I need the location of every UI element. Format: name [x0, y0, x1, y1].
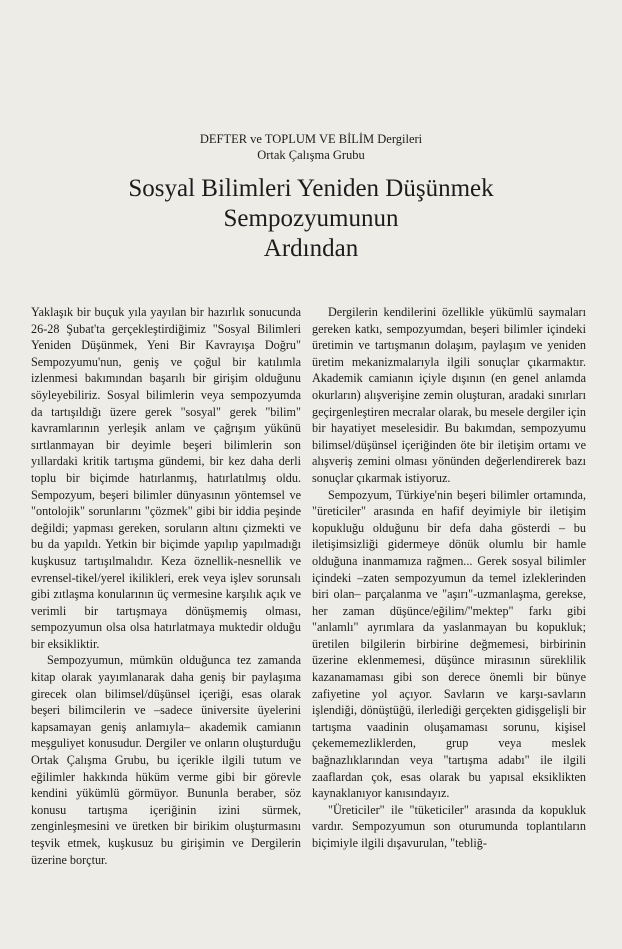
title-line-3: Ardından [263, 235, 359, 262]
right-paragraph-1: Dergilerin kendilerini özellikle yükümlü saymaları gereken katkı, sempozyumdan, beşeri bilimler içindeki üretimin ve tartışmanın dolaşım, paylaşım ve yeniden üretim mekanizmalarıyla ilgili sonuçlar çıkarmaktır. Akademik camianın içiyle dışının (en genel anlamda okurların) alışverişine zemin oluşturan, aradaki sınırları geçirgenleştiren mecralar olarak, bu mesele dergiler için bir hayatiyet meselesidir. Bu bakımdan, sempozyumu bilimsel/düşünsel içeriğinden öte bir iletişim ortamı ve alışveriş zemini olması yönünden değerlendirerek bazı sonuçlar çıkarmak istiyoruz. [312, 305, 586, 485]
left-paragraph-2: Sempozyumun, mümkün olduğunca tez zamanda kitap olarak yayımlanarak daha geniş bir paylaşıma girecek olan bilimsel/düşünsel içeriği, esas olarak beşeri bilimcilerin ve –sadece üniversite üyelerini kapsamayan geniş anlamıyla– akademik camianın meşguliyet konusudur. Dergiler ve onların oluşturduğu Ortak Çalışma Grubu, bu içerikle ilgili tutum ve eğilimler hakkında hüküm verme gibi bir görevle kendini yükümlü görmüyor. Bununla beraber, söz konusu tartışma içeriğinin izini sürmek, zenginleşmesini ve üretken bir birikim oluşturmasını teşvik etmek, kuşkusuz bu girişimin ve Dergilerin üzerine borçtur. [31, 653, 301, 867]
header [0, 131, 622, 163]
right-paragraph-3: "Üreticiler" ile "tüketiciler" arasında da kopukluk vardır. Sempozyumun son oturumunda toplantıların biçimiyle ilgili dışavurulan, "tebliğ- [312, 802, 586, 850]
header-group: Ortak Çalışma Grubu [257, 148, 365, 162]
article-title [0, 174, 622, 264]
right-paragraph-2: Sempozyum, Türkiye'nin beşeri bilimler ortamında, "üreticiler" arasında en hafif deyimiyle bir iletişim kopukluğu olduğunu bir defa daha gösterdi – bu iletişimsizliği gidermeye dönük olumlu bir hamle olduğuna inanmamıza rağmen... Gerek sosyal bilimler içindeki –zaten sempozyumun da temel izleklerinden biri olan– parçalanma ve "aşırı"-uzmanlaşma, gerekse, her zaman düşünce/eğilim/"mektep" farkı gibi "anlamlı" ayrımlara da yaslanmayan bu kopukluk; üretilen bilgilerin birbirine değmemesi, birbirinin üzerine eklenmemesi, düşünce mirasının süreklilik kazanamaması gibi son derece önemli bir bünye zafiyetine yol açıyor. Savların ve karşı-savların işlendiği, dönüştüğü, ilerlediği gerçekten gidişgelişli bir tartışma vaadinin oluşamaması sorunu, kişisel çekememezliklerden, grup veya meslek bağnazlıklarından veya "tartışma adabı" ile ilgili zaaflardan çok, esas olarak bu yapısal eksiklikten kaynaklanıyor kanısındayız. [312, 487, 586, 801]
left-paragraph-1: Yaklaşık bir buçuk yıla yayılan bir hazırlık sonucunda 26-28 Şubat'ta gerçekleştirdiğimiz "Sosyal Bilimleri Yeniden Düşünmek, Yeni Bir Kavrayışa Doğru" Sempozyumu'nun, geniş ve çoğul bir katılımla izlenmesi bakımından başarılı bir girişim olduğunu söyleyebiliriz. Sosyal bilimlerin veya sempozyumda da tartışıldığı üzere gerek "sosyal" gerek "bilim" kavramlarının yerleşik anlam ve çağrışım yükünü sırtlanmayan bir deyimle beşeri bilimlerin son yıllardaki kritik tartışma gündemi, bir kez daha derli toplu bir biçimde hatırlanmış, hatırlatılmış oldu. Sempozyum, beşeri bilimler dünyasının yöntemsel ve "ontolojik" sorunlarını "çözmek" gibi bir iddia peşinde değildi; yapması gereken, soruların altını çizmekti ve bu da yapıldı. Yetkin bir biçimde yapılıp yapılmadığı kuşkusuz tartışılmalıdır. Keza öznellik-nesnellik ve evrensel-tikel/yerel ikilikleri, erek veya işlev sorunsalı gibi zıtlaşma konularının üç vermesine karşılık açık ve verimli bir tartışmaya dönüşmemiş olması, sempozyumun olsa olsa hatırlatmaya muktedir olduğu bir eksikliktir. [31, 305, 301, 651]
title-line-2: Sempozyumunun [223, 205, 399, 232]
right-column [312, 304, 586, 852]
left-column [31, 304, 301, 868]
header-journals: DEFTER ve TOPLUM VE BİLİM Dergileri [199, 132, 423, 146]
title-line-1: Sosyal Bilimleri Yeniden Düşünmek [128, 175, 494, 202]
